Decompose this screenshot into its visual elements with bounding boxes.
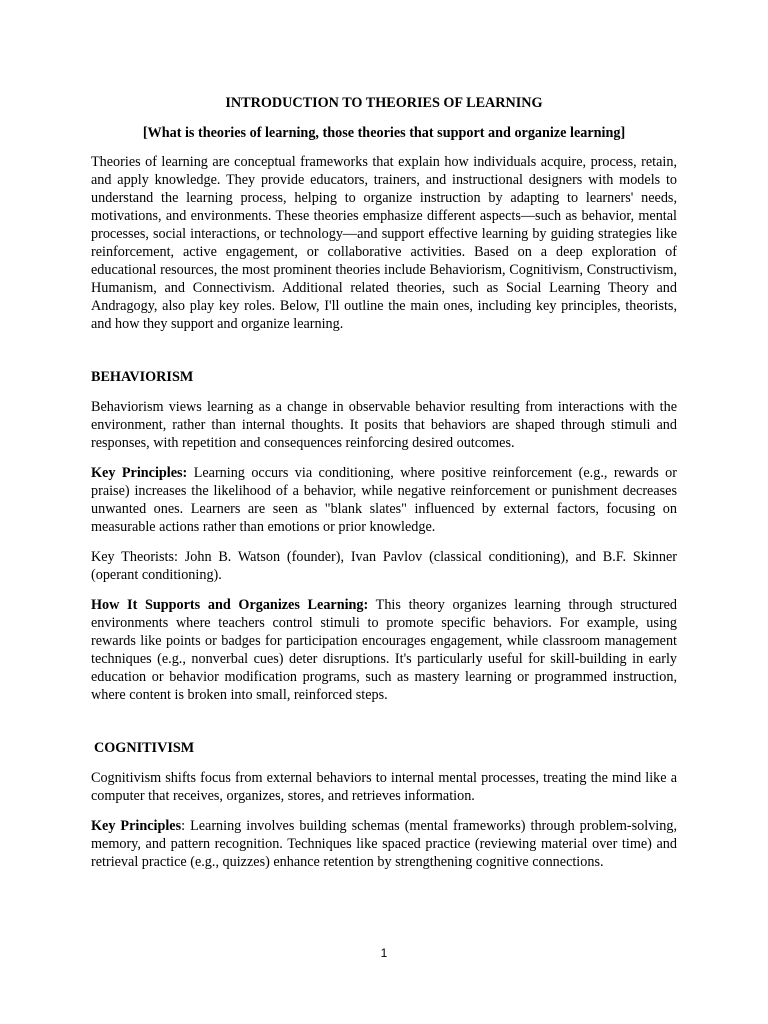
- cog-key-principles-label: Key Principles: [91, 818, 182, 834]
- page-content: [91, 94, 677, 871]
- document-subtitle: [What is theories of learning, those theories that support and organize learning]: [142, 125, 626, 141]
- key-principles-label: Key Principles:: [91, 465, 188, 481]
- document-title: INTRODUCTION TO THEORIES OF LEARNING: [225, 95, 543, 111]
- intro-paragraph: Theories of learning are conceptual frameworks that explain how individuals acquire, process, retain, and apply knowledge. They provide educators, trainers, and instructional designers with models to understand the learning process, helping to organize instruction by adapting to learners' needs, motivations, and environments. These theories emphasize different aspects—such as behavior, mental processes, social interactions, or technology—and support effective learning by guiding strategies like reinforcement, active engagement, or collaborative activities. Based on a deep exploration of educational resources, the most prominent theories include Behaviorism, Cognitivism, Constructivism, Humanism, and Connectivism. Additional related theories, such as Social Learning Theory and Andragogy, also play key roles. Below, I'll outline the main ones, including key principles, theorists, and how they support and organize learning.: [91, 154, 677, 332]
- supports-label: How It Supports and Organizes Learning:: [91, 597, 369, 613]
- behaviorism-key-principles: [91, 464, 677, 536]
- page-number: 1: [380, 946, 388, 960]
- cog-key-principles-text: : Learning involves building schemas (mental frameworks) through problem-solving, memory, and pattern recognition. Techniques like spaced practice (reviewing material over time) and retrieval practice (e.g., quizzes) enhance retention by strengthening cognitive connections.: [91, 818, 677, 870]
- behaviorism-heading: BEHAVIORISM: [91, 369, 194, 385]
- key-principles-text: Learning occurs via conditioning, where positive reinforcement (e.g., rewards or praise) increases the likelihood of a behavior, while negative reinforcement or punishment decreases unwanted ones. Learners are seen as "blank slates" influenced by external factors, focusing on measurable actions rather than emotions or prior knowledge.: [91, 465, 677, 535]
- behaviorism-key-theorists: Key Theorists: John B. Watson (founder), Ivan Pavlov (classical conditioning), and B.F. Skinner (operant conditioning).: [91, 549, 677, 583]
- behaviorism-definition: Behaviorism views learning as a change in observable behavior resulting from interactions with the environment, rather than internal thoughts. It posits that behaviors are shaped through stimuli and responses, with repetition and consequences reinforcing desired outcomes.: [91, 399, 677, 451]
- cognitivism-key-principles: [91, 817, 677, 871]
- cognitivism-heading: COGNITIVISM: [94, 740, 195, 756]
- cognitivism-definition: Cognitivism shifts focus from external behaviors to internal mental processes, treating the mind like a computer that receives, organizes, stores, and retrieves information.: [91, 770, 677, 804]
- behaviorism-supports: [91, 596, 677, 704]
- supports-text: This theory organizes learning through structured environments where teachers control stimuli to promote specific behaviors. For example, using rewards like points or badges for participation encourages engagement, while classroom management techniques (e.g., nonverbal cues) deter disruptions. It's particularly useful for skill-building in early education or behavior modification programs, such as mastery learning or programmed instruction, where content is broken into small, reinforced steps.: [91, 597, 677, 703]
